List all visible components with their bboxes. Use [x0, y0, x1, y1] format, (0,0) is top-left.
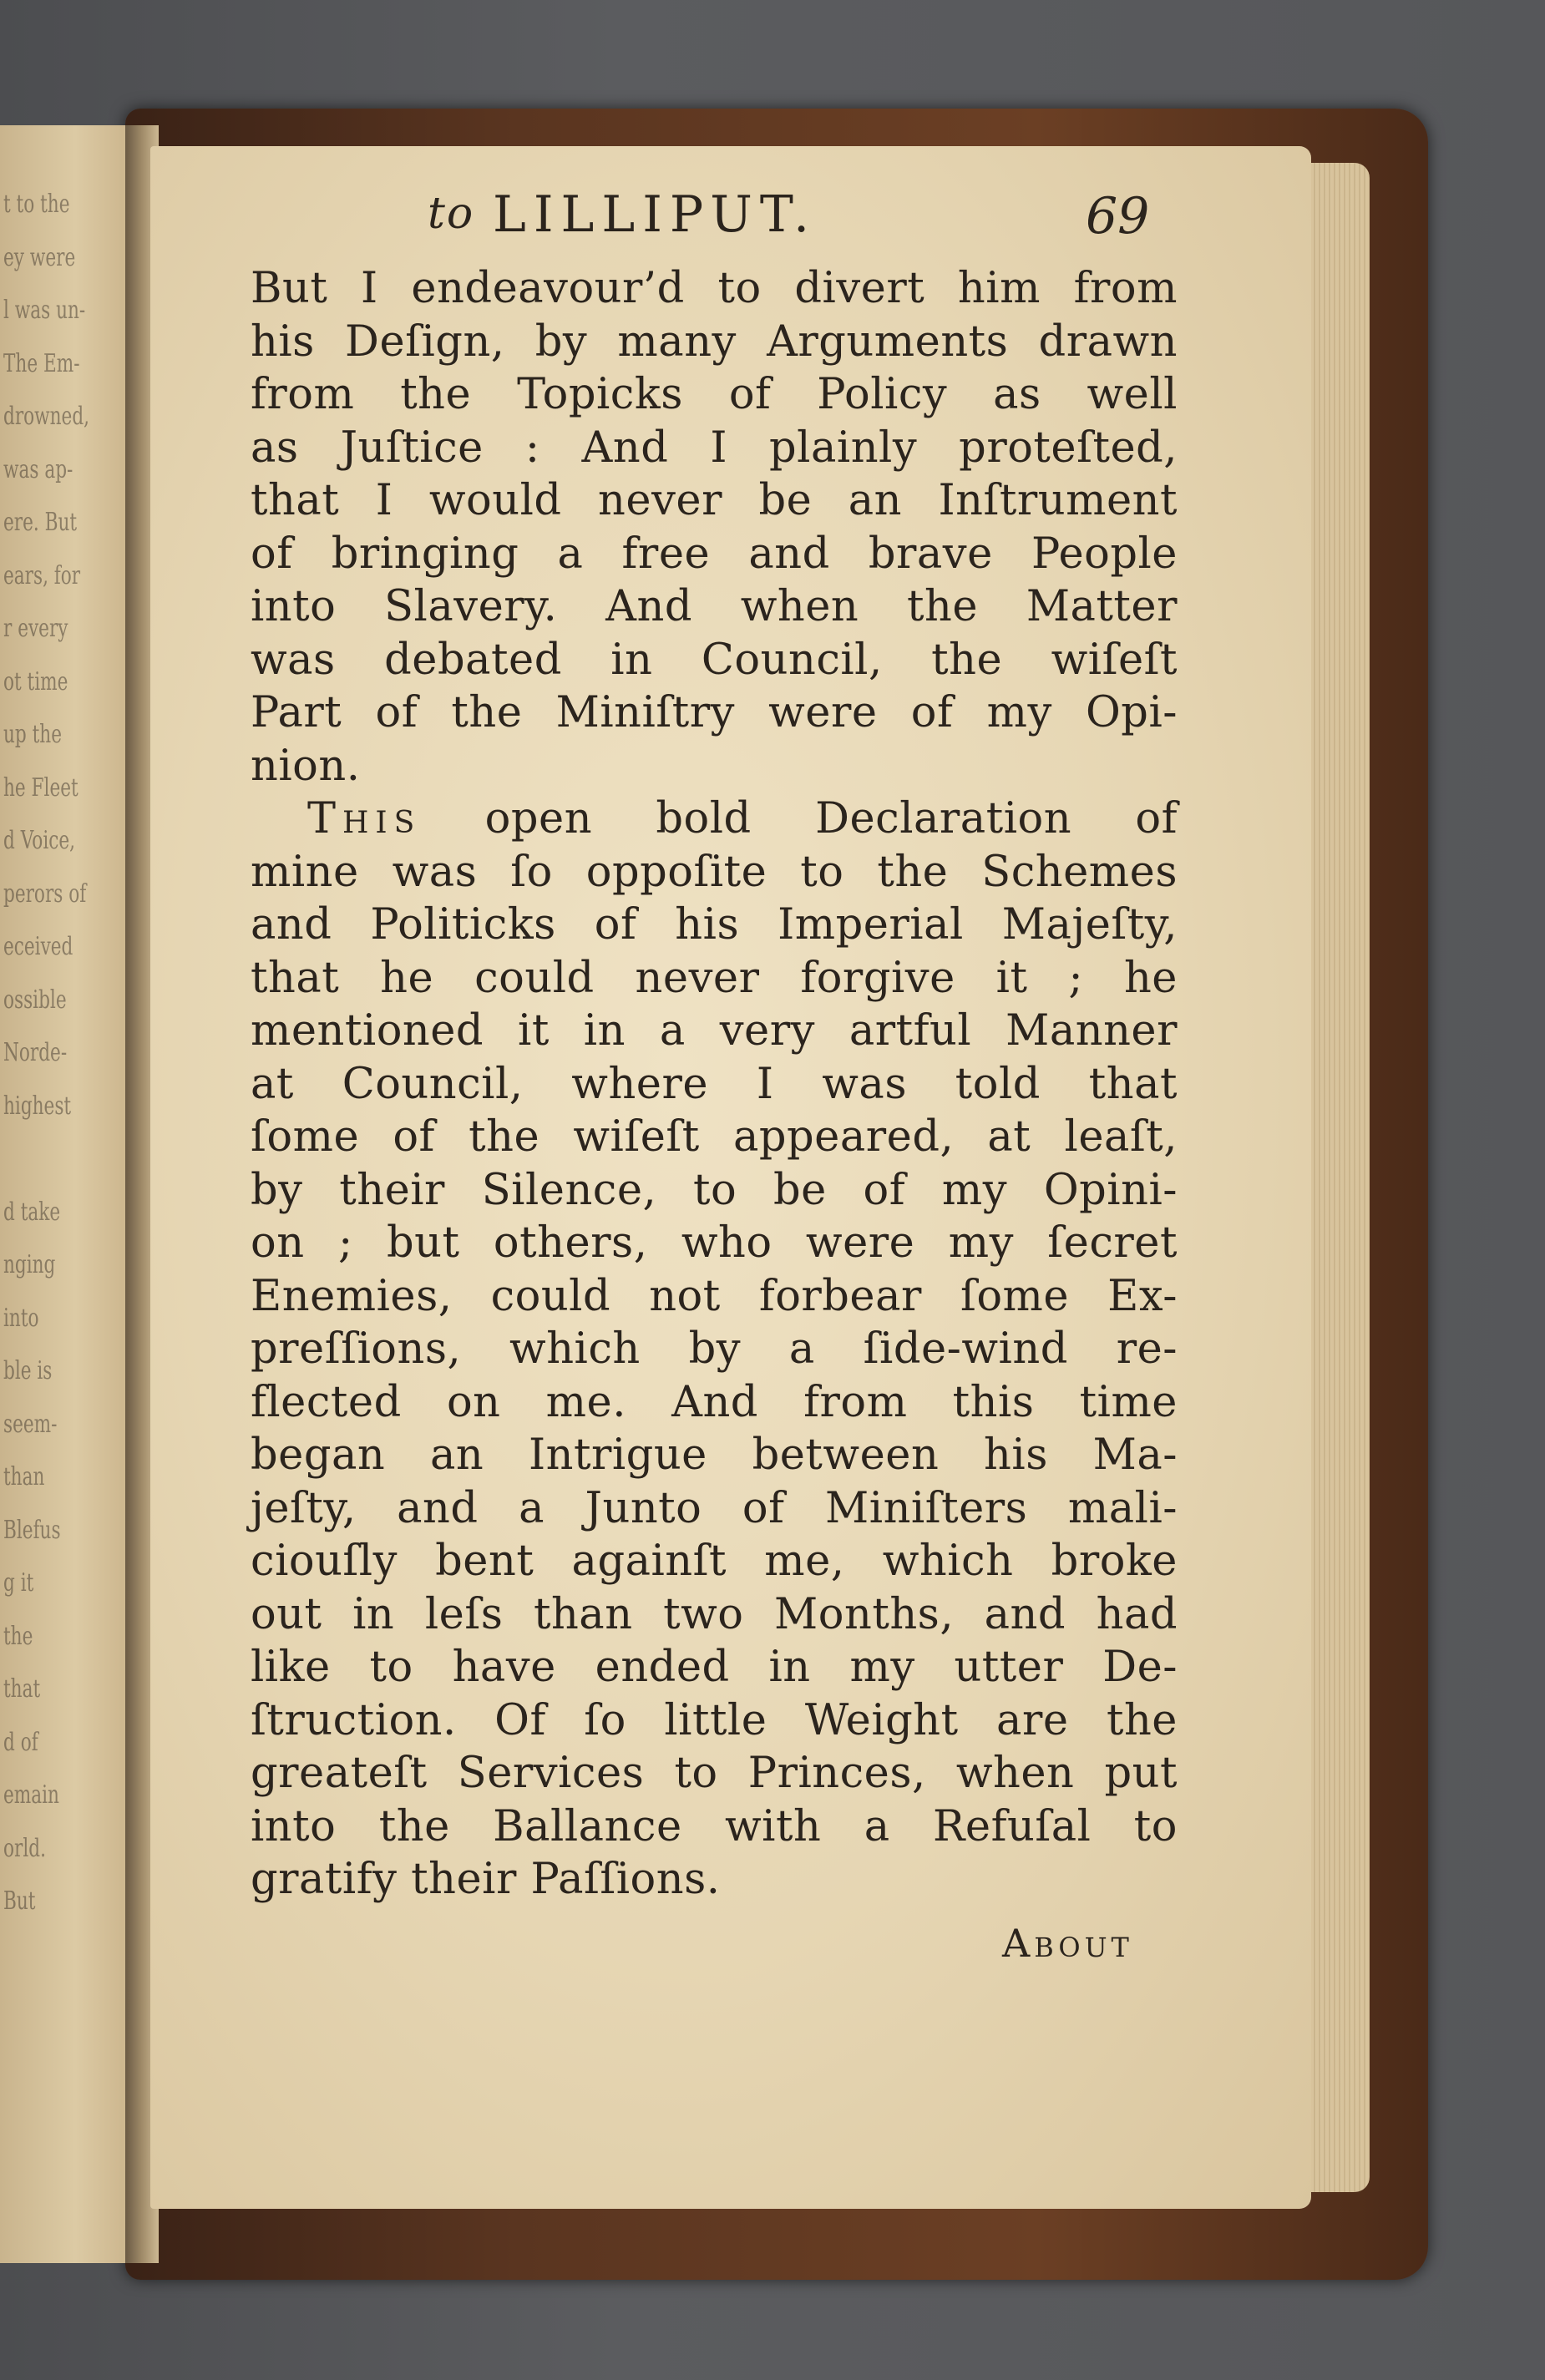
text-line: nion. [251, 741, 361, 791]
left-page-fragment: orld. [3, 1833, 46, 1863]
left-page-fragment: ot time [3, 666, 68, 696]
left-page-fragment: highest [3, 1091, 72, 1121]
page-number: 69 [1086, 187, 1150, 246]
text-line: that he could never forgive it ; he [251, 953, 1178, 1003]
body-text [251, 262, 1178, 1907]
left-page-fragment: ey were [3, 242, 76, 272]
left-page-fragment: But [3, 1886, 36, 1916]
left-page-fragment: was ap- [3, 454, 73, 484]
left-page-fragment: drowned, [3, 402, 90, 431]
text-line: like to have ended in my utter De- [251, 1643, 1178, 1692]
left-page-fragment: g it [3, 1568, 34, 1598]
left-page-fragment: eceived [3, 932, 73, 961]
text-line: at Council, where I was told that [251, 1059, 1178, 1109]
text-line: as Juſtice : And I plainly proteſted, [251, 423, 1178, 473]
left-page-fragment: ble is [3, 1356, 53, 1385]
text-line: by their Silence, to be of my Opini- [251, 1165, 1178, 1215]
left-page-fragment: r every [3, 614, 68, 643]
left-page-fragment: nging [3, 1250, 56, 1279]
left-page-fragment: up the [3, 720, 62, 749]
left-page-fragment: the [3, 1621, 33, 1651]
left-page-fragment: seem- [3, 1409, 58, 1439]
left-page-fragment: d take [3, 1197, 61, 1227]
text-line: and Politicks of his Imperial Majeſty, [251, 900, 1178, 949]
text-line: jeſty, and a Junto of Miniſters mali- [251, 1483, 1178, 1533]
left-page-fragment: that [3, 1674, 41, 1704]
left-page-fragment: into [3, 1303, 39, 1333]
left-page-fragment: ears, for [3, 560, 81, 590]
left-page-fragment: The Em- [3, 348, 80, 378]
text-line: his Deſign, by many Arguments drawn [251, 316, 1178, 367]
left-page-fragment: than [3, 1462, 45, 1491]
left-page-fragment: d Voice, [3, 826, 75, 855]
text-line: gratify their Paſſions. [251, 1855, 721, 1904]
paragraph-2 [251, 792, 1178, 1907]
text-line: But I endeavour’d to divert him from [251, 264, 1178, 313]
lead-word: This [307, 794, 422, 843]
text-line [251, 792, 1178, 846]
running-head-title: LILLIPUT. [493, 185, 818, 244]
text-line: Enemies, could not forbear ſome Ex- [251, 1271, 1178, 1321]
left-page-fragment: d of [3, 1727, 38, 1757]
text-line: from the Topicks of Policy as well [251, 370, 1178, 419]
text-line: began an Intrigue between his Ma- [251, 1431, 1178, 1480]
left-page-fragment: he Fleet [3, 772, 79, 803]
page-edges [1311, 163, 1370, 2192]
text-line: Part of the Miniſtry were of my Opi- [251, 688, 1178, 737]
left-page-fragment: emain [3, 1780, 59, 1810]
left-page [0, 125, 125, 2263]
left-page-fragment: l was un- [3, 296, 86, 325]
text-line: out in leſs than two Months, and had [251, 1589, 1178, 1639]
text-line: flected on me. And from this time [251, 1377, 1178, 1427]
text-line: greateſt Services to Princes, when put [251, 1749, 1178, 1798]
left-page-fragment: perors of [3, 879, 87, 909]
first-line-rest: open bold Declaration of [421, 794, 1178, 843]
left-page-fragment: ossible [3, 985, 67, 1015]
catchword: About [1002, 1921, 1133, 1966]
text-line: mentioned it in a very artful Manner [251, 1006, 1178, 1056]
text-line: preſſions, which by a ſide-wind re- [251, 1324, 1178, 1374]
left-page-fragment: Blefus [3, 1515, 61, 1545]
left-page-fragment: t to the [3, 190, 70, 219]
text-line: into the Ballance with a Refuſal to [251, 1801, 1178, 1851]
text-line: ſome of the wiſeſt appeared, at leaſt, [251, 1112, 1178, 1162]
text-line: that I would never be an Inſtrument [251, 476, 1178, 525]
text-line: mine was ſo oppoſite to the Schemes [251, 847, 1178, 897]
paragraph-1 [251, 262, 1178, 792]
text-line: of bringing a free and brave People [251, 529, 1178, 579]
left-page-fragment: Norde- [3, 1038, 68, 1067]
text-line: ciouſly bent againſt me, which broke [251, 1537, 1178, 1586]
text-line: on ; but others, who were my ſecret [251, 1218, 1178, 1268]
text-line: ſtruction. Of ſo little Weight are the [251, 1695, 1178, 1745]
left-page-fragment: ere. But [3, 508, 78, 537]
text-line: was debated in Council, the wiſeſt [251, 635, 1178, 685]
running-head [251, 175, 1178, 251]
running-head-prefix: to [428, 189, 475, 239]
text-line: into Slavery. And when the Matter [251, 582, 1178, 631]
